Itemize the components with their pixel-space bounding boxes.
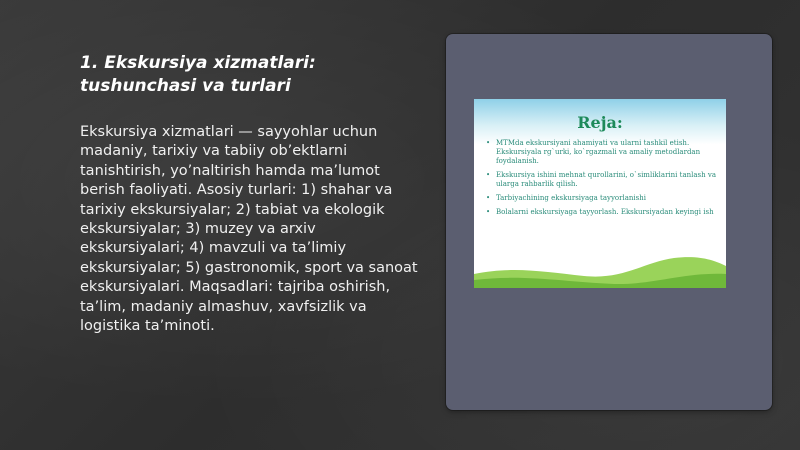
- thumbnail-plan-item: • MTMda ekskursiyani ahamiyati va ularni tashkil etish. Ekskursiyala rg`urki, ko`rgazmali va amaliy metodlardan foydalanish.: [484, 139, 720, 166]
- thumbnail-plan-item: • Tarbiyachining ekskursiyaga tayyorlanishi: [484, 194, 720, 203]
- thumbnail-plan-item: • Bolalarni ekskursiyaga tayyorlash. Ekskursiyadan keyingi ish: [484, 208, 720, 217]
- image-panel: [446, 34, 772, 410]
- thumbnail-plan-item: • Ekskursiya ishini mehnat qurollarini, o`simliklarini tanlash va ularga rahbarlik qilish.: [484, 171, 720, 189]
- thumbnail-plan-list: [484, 139, 720, 222]
- slide-title: 1. Ekskursiya xizmatlari: tushunchasi va turlari: [80, 53, 316, 96]
- green-hills-decoration: [474, 248, 726, 288]
- thumbnail-title: Reja:: [577, 113, 623, 132]
- slide-body-text: Ekskursiya xizmatlari — sayyohlar uchun madaniy, tarixiy va tabiiy ob’ektlarni tanishtirish, yo’naltirish hamda ma’lumot berish faoliyati. Asosiy turlari: 1) shahar va tarixiy ekskursiyalar; 2) tabiat va ekologik ekskursiyalar; 3) muzey va arxiv ekskursiyalari; 4) mavzuli va ta’limiy ekskursiyalar; 5) gastronomik, sport va sanoat ekskursiyalari. Maqsadlari: tajriba oshirish, ta’lim, madaniy almashuv, xavfsizlik va logistika ta’minoti.: [80, 124, 418, 335]
- slide-thumbnail-image: [474, 99, 726, 288]
